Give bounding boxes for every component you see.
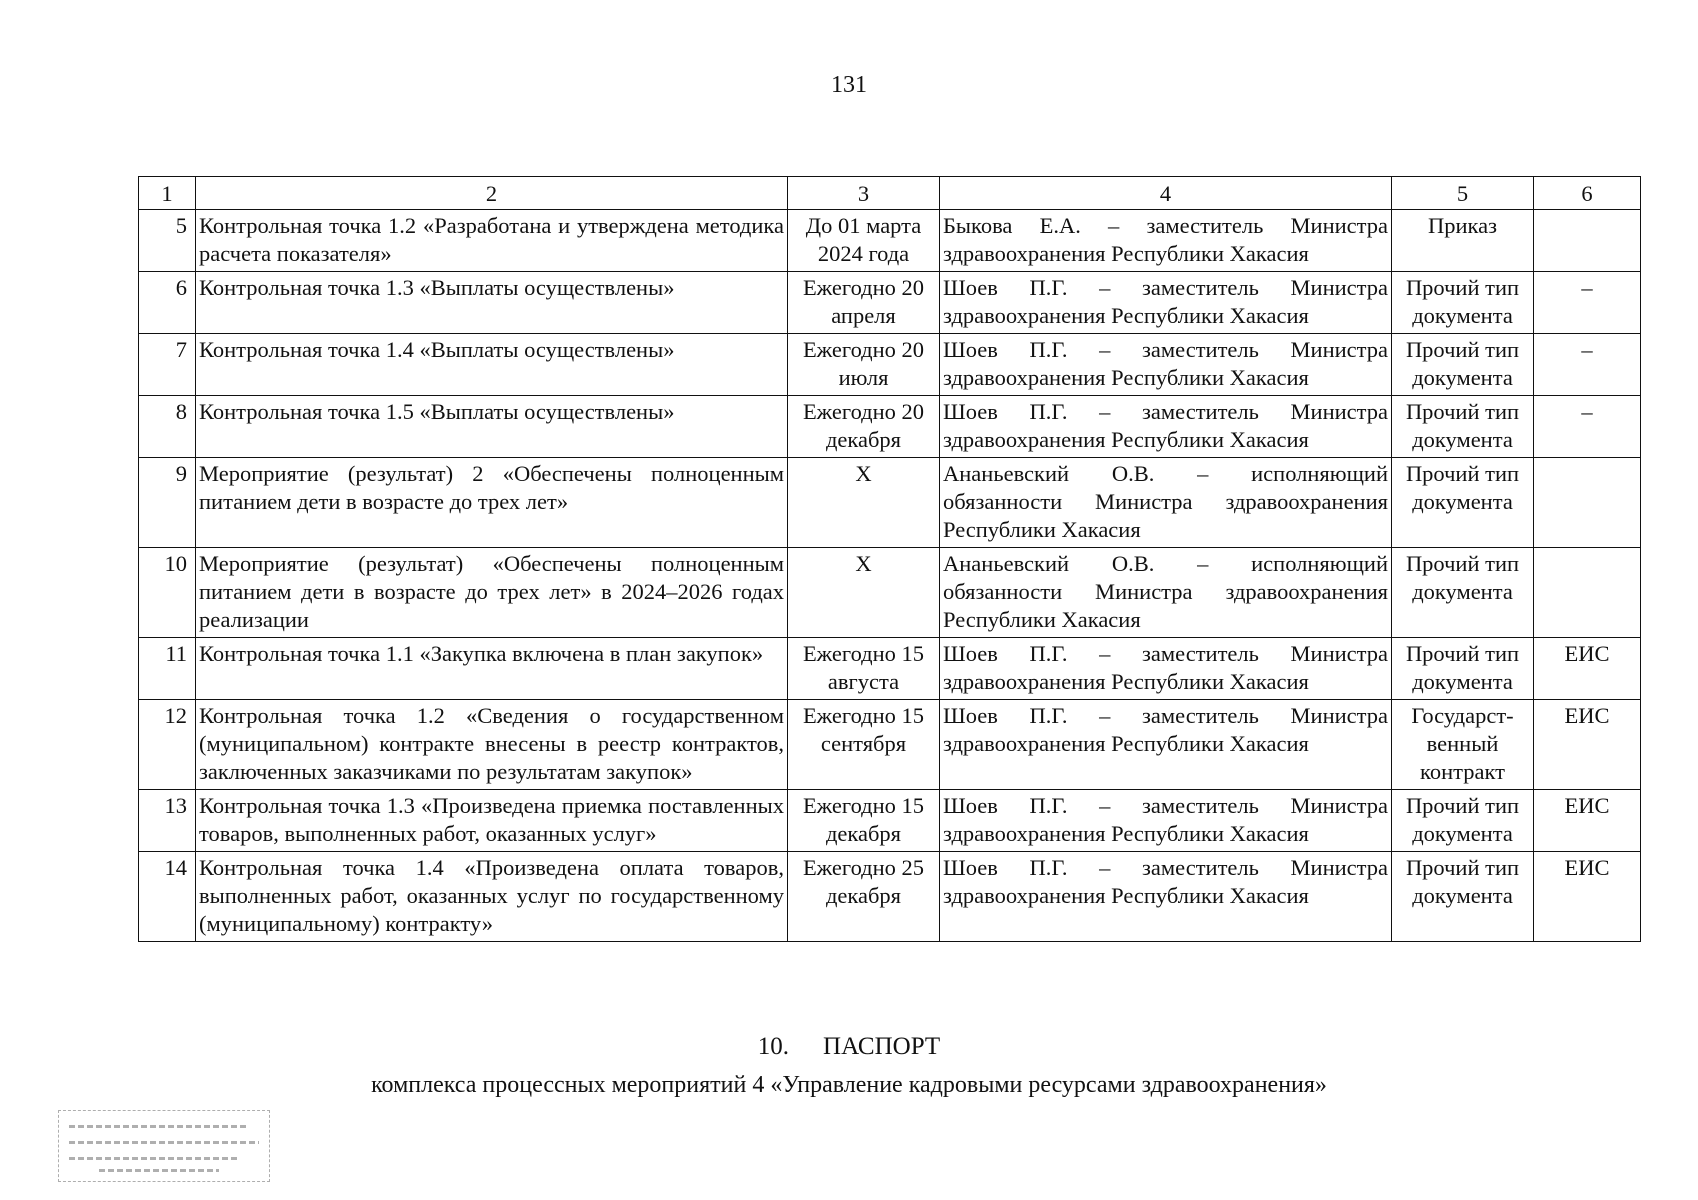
row-document-type: Приказ — [1392, 210, 1534, 272]
table-row — [139, 210, 1641, 272]
passport-number: 10. — [757, 1033, 790, 1060]
electronic-signature-stamp — [58, 1110, 270, 1182]
table-row — [139, 272, 1641, 334]
column-header-3: 3 — [788, 177, 940, 210]
passport-heading — [0, 1032, 1698, 1062]
row-name: Контрольная точка 1.1 «Закупка включена в план закупок» — [196, 638, 788, 700]
column-header-2: 2 — [196, 177, 788, 210]
row-information-system: – — [1534, 334, 1641, 396]
row-responsible: Шоев П.Г. – заместитель Министра здравоохранения Республики Хакасия — [940, 334, 1392, 396]
row-document-type: Прочий тип документа — [1392, 396, 1534, 458]
row-number: 9 — [139, 458, 196, 548]
table-row — [139, 790, 1641, 852]
row-name: Контрольная точка 1.4 «Выплаты осуществлены» — [196, 334, 788, 396]
row-responsible: Шоев П.Г. – заместитель Министра здравоохранения Республики Хакасия — [940, 272, 1392, 334]
row-number: 10 — [139, 548, 196, 638]
row-number: 6 — [139, 272, 196, 334]
row-information-system: ЕИС — [1534, 790, 1641, 852]
table-row — [139, 548, 1641, 638]
row-document-type: Прочий тип документа — [1392, 852, 1534, 942]
row-date: Ежегодно 20 апреля — [788, 272, 940, 334]
row-information-system: – — [1534, 272, 1641, 334]
row-responsible: Шоев П.Г. – заместитель Министра здравоохранения Республики Хакасия — [940, 396, 1392, 458]
row-date: Ежегодно 15 сентября — [788, 700, 940, 790]
row-information-system — [1534, 548, 1641, 638]
row-document-type: Прочий тип документа — [1392, 272, 1534, 334]
row-name: Контрольная точка 1.2 «Сведения о государственном (муниципальном) контракте внесены в реестр контрактов, заключенных заказчиками по результатам закупок» — [196, 700, 788, 790]
row-name: Контрольная точка 1.3 «Произведена приемка поставленных товаров, выполненных работ, оказанных услуг» — [196, 790, 788, 852]
column-header-6: 6 — [1534, 177, 1641, 210]
row-responsible: Шоев П.Г. – заместитель Министра здравоохранения Республики Хакасия — [940, 700, 1392, 790]
row-responsible: Шоев П.Г. – заместитель Министра здравоохранения Республики Хакасия — [940, 638, 1392, 700]
control-points-table — [138, 176, 1641, 942]
table-row — [139, 638, 1641, 700]
row-name: Контрольная точка 1.4 «Произведена оплата товаров, выполненных работ, оказанных услуг по государственному (муниципальному) контракту» — [196, 852, 788, 942]
row-date: Ежегодно 25 декабря — [788, 852, 940, 942]
table-row — [139, 852, 1641, 942]
row-name: Мероприятие (результат) 2 «Обеспечены полноценным питанием дети в возрасте до трех лет» — [196, 458, 788, 548]
table-body — [139, 210, 1641, 942]
column-header-1: 1 — [139, 177, 196, 210]
row-date: Х — [788, 458, 940, 548]
row-number: 5 — [139, 210, 196, 272]
row-name: Мероприятие (результат) «Обеспечены полноценным питанием дети в возрасте до трех лет» в 2024–2026 годах реализации — [196, 548, 788, 638]
row-document-type: Государст-венный контракт — [1392, 700, 1534, 790]
row-information-system — [1534, 458, 1641, 548]
row-responsible: Ананьевский О.В. – исполняющий обязанности Министра здравоохранения Республики Хакасия — [940, 548, 1392, 638]
row-information-system: ЕИС — [1534, 700, 1641, 790]
row-name: Контрольная точка 1.2 «Разработана и утверждена методика расчета показателя» — [196, 210, 788, 272]
row-document-type: Прочий тип документа — [1392, 334, 1534, 396]
row-number: 12 — [139, 700, 196, 790]
row-responsible: Быкова Е.А. – заместитель Министра здравоохранения Республики Хакасия — [940, 210, 1392, 272]
row-date: Ежегодно 20 декабря — [788, 396, 940, 458]
passport-title: ПАСПОРТ — [823, 1033, 941, 1060]
row-date: Х — [788, 548, 940, 638]
row-responsible: Шоев П.Г. – заместитель Министра здравоохранения Республики Хакасия — [940, 852, 1392, 942]
table-row — [139, 396, 1641, 458]
column-header-5: 5 — [1392, 177, 1534, 210]
row-document-type: Прочий тип документа — [1392, 548, 1534, 638]
row-number: 14 — [139, 852, 196, 942]
row-document-type: Прочий тип документа — [1392, 790, 1534, 852]
row-information-system: – — [1534, 396, 1641, 458]
row-responsible: Шоев П.Г. – заместитель Министра здравоохранения Республики Хакасия — [940, 790, 1392, 852]
table-row — [139, 700, 1641, 790]
row-document-type: Прочий тип документа — [1392, 638, 1534, 700]
column-header-4: 4 — [940, 177, 1392, 210]
row-date: Ежегодно 15 августа — [788, 638, 940, 700]
row-number: 7 — [139, 334, 196, 396]
row-information-system: ЕИС — [1534, 638, 1641, 700]
row-name: Контрольная точка 1.3 «Выплаты осуществлены» — [196, 272, 788, 334]
row-document-type: Прочий тип документа — [1392, 458, 1534, 548]
row-date: До 01 марта 2024 года — [788, 210, 940, 272]
table-row — [139, 458, 1641, 548]
row-number: 8 — [139, 396, 196, 458]
table-header-row — [139, 177, 1641, 210]
row-information-system — [1534, 210, 1641, 272]
row-date: Ежегодно 20 июля — [788, 334, 940, 396]
row-name: Контрольная точка 1.5 «Выплаты осуществлены» — [196, 396, 788, 458]
row-number: 11 — [139, 638, 196, 700]
row-date: Ежегодно 15 декабря — [788, 790, 940, 852]
row-number: 13 — [139, 790, 196, 852]
row-responsible: Ананьевский О.В. – исполняющий обязанности Министра здравоохранения Республики Хакасия — [940, 458, 1392, 548]
table-row — [139, 334, 1641, 396]
page-number: 131 — [831, 72, 867, 98]
passport-subtitle: комплекса процессных мероприятий 4 «Управление кадровыми ресурсами здравоохранения» — [371, 1072, 1327, 1098]
row-information-system: ЕИС — [1534, 852, 1641, 942]
